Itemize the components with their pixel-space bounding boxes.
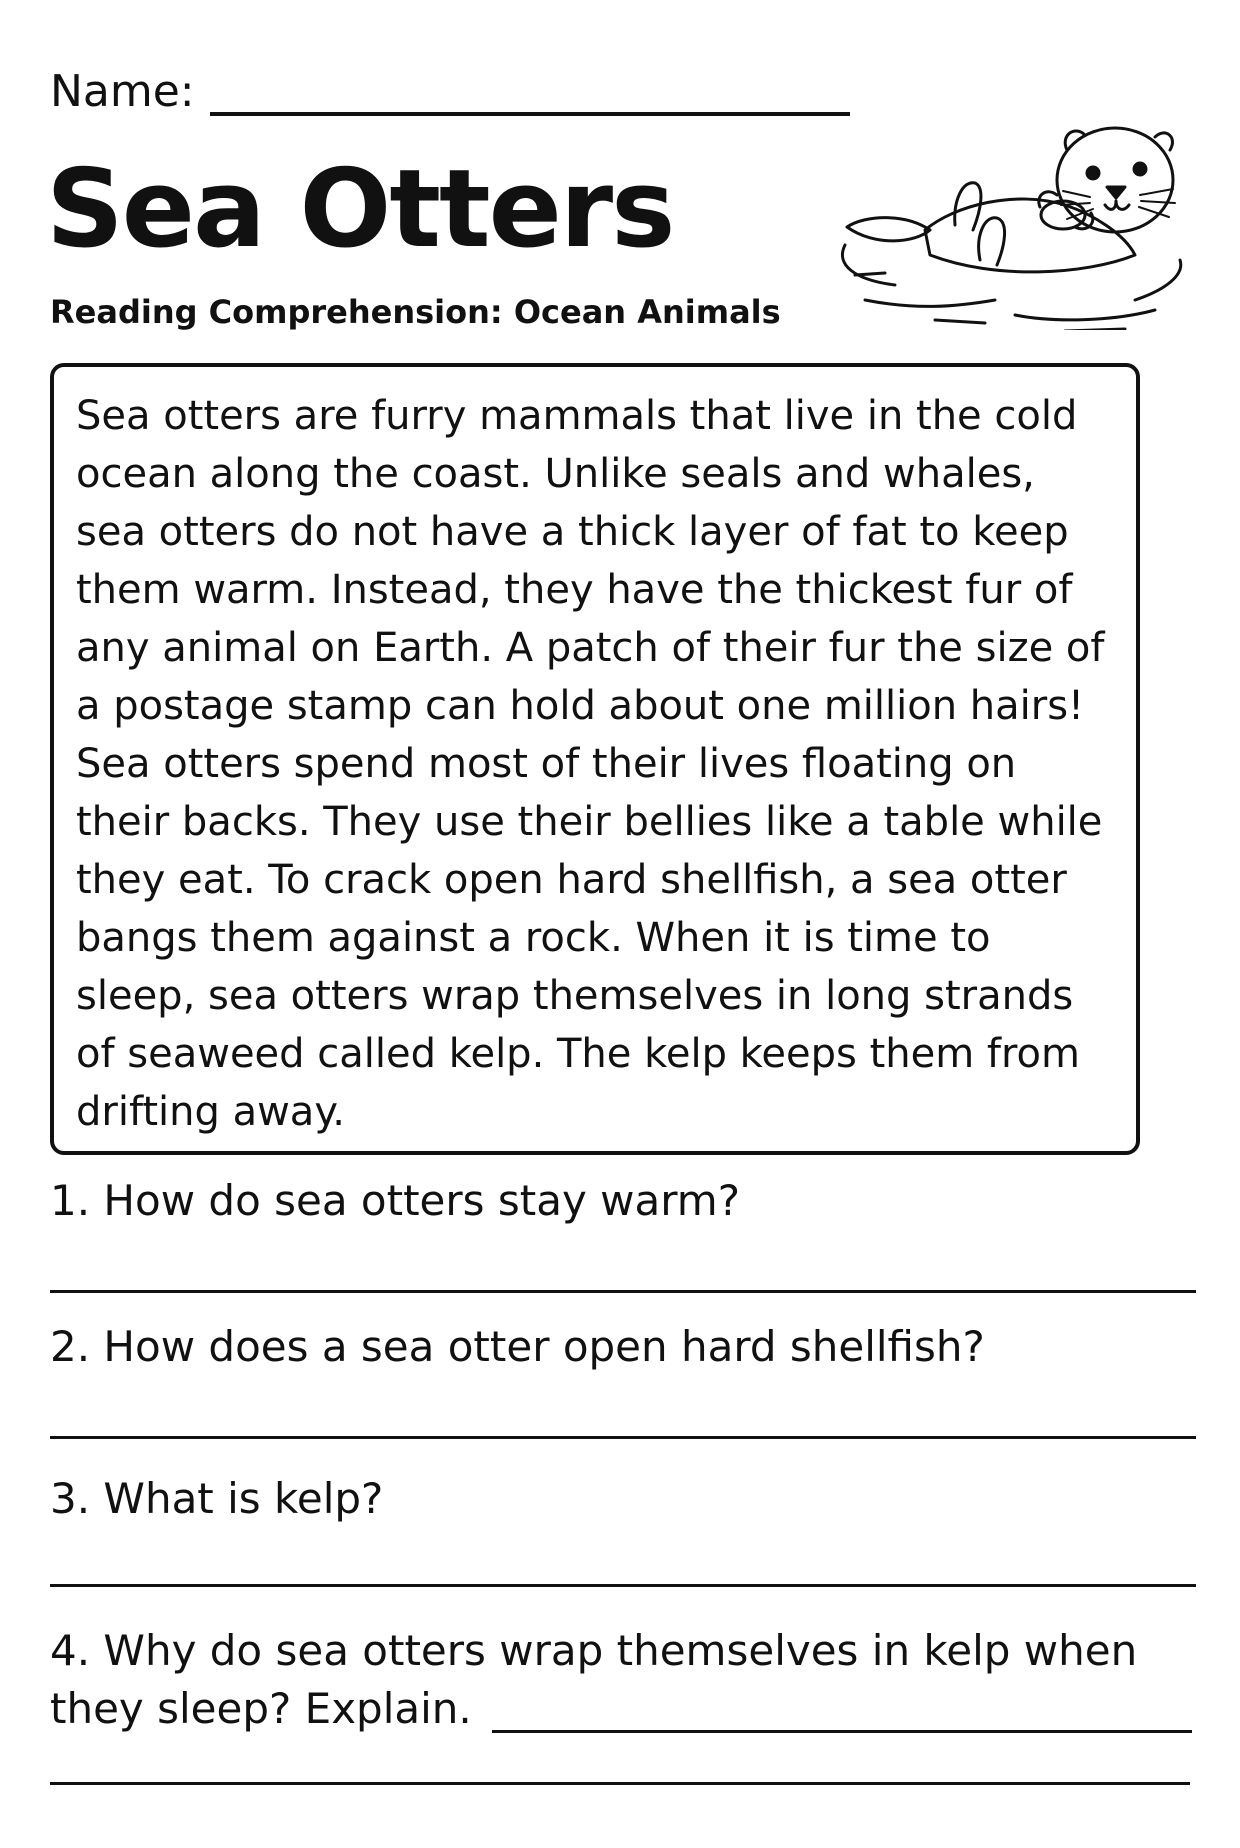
answer-line-4b[interactable] bbox=[50, 1782, 1190, 1785]
reading-passage bbox=[50, 363, 1140, 1155]
answer-line-2[interactable] bbox=[50, 1436, 1196, 1439]
otter-foot-right bbox=[979, 218, 1005, 265]
passage-line: drifting away. bbox=[76, 1089, 346, 1135]
passage-line: they eat. To crack open hard shellfish, a sea otter bbox=[76, 857, 1067, 903]
passage-line: ocean along the coast. Unlike seals and whales, bbox=[76, 451, 1035, 497]
passage-line: their backs. They use their bellies like a table while bbox=[76, 799, 1103, 845]
passage-line: a postage stamp can hold about one million hairs! bbox=[76, 683, 1085, 729]
question-1: 1. How do sea otters stay warm? bbox=[50, 1176, 741, 1225]
page-title: Sea Otters bbox=[46, 147, 674, 272]
name-row bbox=[50, 62, 870, 122]
passage-line: sea otters do not have a thick layer of fat to keep bbox=[76, 509, 1069, 555]
question-4: 4. Why do sea otters wrap themselves in kelp when bbox=[50, 1626, 1138, 1675]
answer-line-1[interactable] bbox=[50, 1290, 1196, 1293]
page-subtitle: Reading Comprehension: Ocean Animals bbox=[50, 293, 781, 331]
passage-line: sleep, sea otters wrap themselves in long strands bbox=[76, 973, 1074, 1019]
passage-line: Sea otters are furry mammals that live in the cold bbox=[76, 393, 1078, 439]
passage-line: any animal on Earth. A patch of their fur the size of bbox=[76, 625, 1105, 671]
answer-line-3[interactable] bbox=[50, 1584, 1196, 1587]
question-2: 2. How does a sea otter open hard shellfish? bbox=[50, 1322, 985, 1371]
passage-line: bangs them against a rock. When it is time to bbox=[76, 915, 991, 961]
otter-eye-left bbox=[1087, 167, 1099, 179]
name-label: Name: bbox=[50, 66, 195, 117]
otter-ear-right bbox=[1155, 133, 1172, 150]
otter-mouth bbox=[1105, 201, 1129, 209]
answer-line-4a[interactable] bbox=[492, 1730, 1192, 1733]
passage-line: them warm. Instead, they have the thickest fur of bbox=[76, 567, 1073, 613]
sea-otter-illustration bbox=[835, 95, 1195, 330]
otter-eye-right bbox=[1134, 163, 1146, 175]
question-4-continuation: they sleep? Explain. bbox=[50, 1684, 472, 1733]
otter-tail bbox=[847, 218, 930, 241]
passage-line: Sea otters spend most of their lives floating on bbox=[76, 741, 1017, 787]
question-3: 3. What is kelp? bbox=[50, 1474, 384, 1523]
name-input-line[interactable] bbox=[210, 112, 850, 116]
otter-nose bbox=[1107, 187, 1125, 198]
passage-line: of seaweed called kelp. The kelp keeps them from bbox=[76, 1031, 1080, 1077]
